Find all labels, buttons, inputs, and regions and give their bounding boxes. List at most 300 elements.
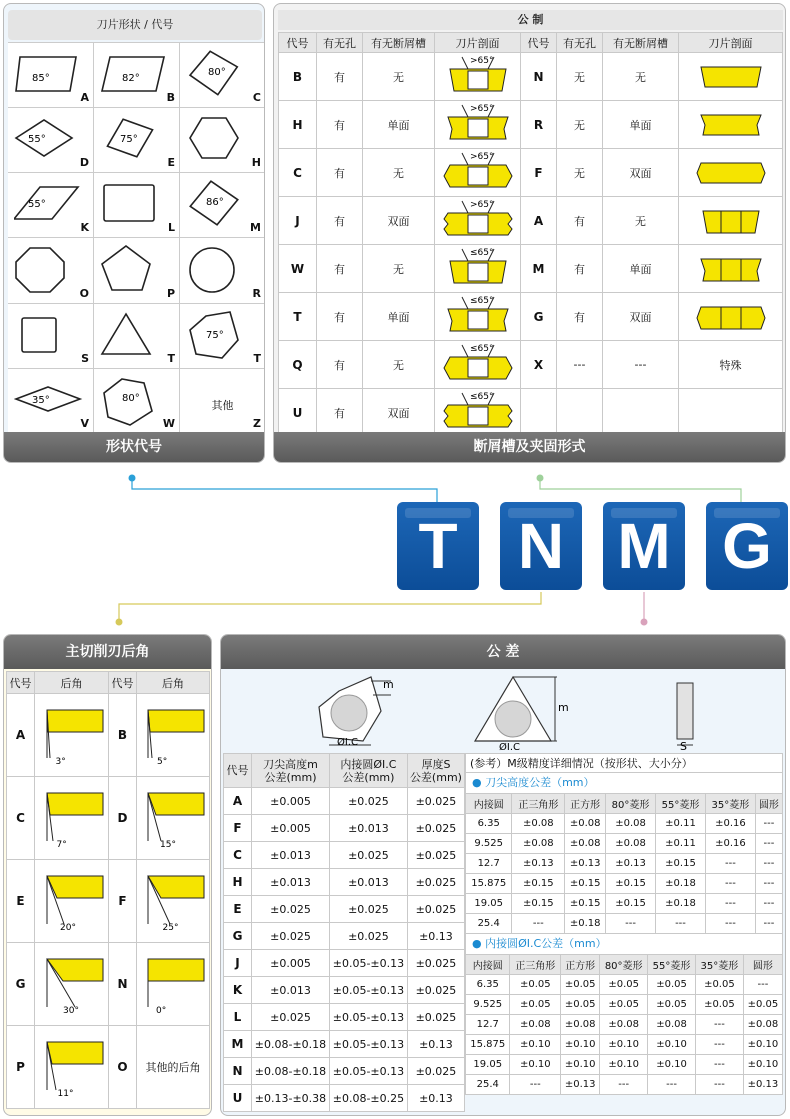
chip-hole: 有 bbox=[317, 101, 363, 149]
clearance-table-wrap bbox=[6, 671, 210, 1109]
triangle-ic-diagram bbox=[475, 677, 569, 751]
clearance-figure bbox=[35, 777, 109, 860]
tolerance-value: ±0.08-±0.18 bbox=[252, 1031, 330, 1058]
m-value: ±0.13 bbox=[606, 854, 656, 874]
shape-code: C bbox=[252, 91, 261, 105]
tolerance-header: 厚度S 公差(mm) bbox=[407, 754, 464, 788]
tolerance-value: ±0.005 bbox=[252, 788, 330, 815]
clearance-header: 后角 bbox=[35, 672, 109, 694]
tolerance-header: 内接圆ØI.C 公差(mm) bbox=[329, 754, 407, 788]
label-s: S bbox=[680, 740, 687, 751]
tolerance-value: ±0.013 bbox=[252, 869, 330, 896]
m-value: ±0.15 bbox=[512, 874, 565, 894]
clearance-table bbox=[6, 671, 210, 1109]
m-header: 80°菱形 bbox=[606, 794, 656, 814]
clearance-angle-icon bbox=[140, 945, 206, 1021]
m-value: --- bbox=[695, 1075, 743, 1095]
m-value: ±0.13 bbox=[565, 854, 606, 874]
tolerance-row bbox=[224, 950, 465, 977]
chip-header: 代号 bbox=[279, 33, 317, 53]
m-header: 55°菱形 bbox=[648, 955, 696, 975]
clearance-code: N bbox=[109, 943, 137, 1026]
tolerance-row bbox=[224, 896, 465, 923]
chip-groove: 单面 bbox=[603, 245, 679, 293]
tolerance-row bbox=[224, 1031, 465, 1058]
ic-tolerance-table bbox=[465, 954, 783, 1095]
clearance-figure bbox=[137, 777, 210, 860]
chip-hole: 有 bbox=[317, 245, 363, 293]
clearance-code: O bbox=[109, 1026, 137, 1109]
chip-code: B bbox=[279, 53, 317, 101]
tolerance-value: ±0.025 bbox=[329, 788, 407, 815]
m-value: ±0.08 bbox=[512, 814, 565, 834]
m-value: ±0.05 bbox=[648, 995, 696, 1015]
shape-code: L bbox=[167, 221, 175, 235]
clearance-angle-label: 5° bbox=[157, 756, 168, 767]
clearance-figure bbox=[35, 1026, 109, 1109]
tolerance-value: ±0.05-±0.13 bbox=[329, 1031, 407, 1058]
m-value: 25.4 bbox=[466, 914, 512, 934]
chip-code: G bbox=[521, 293, 557, 341]
chip-groove: 无 bbox=[603, 197, 679, 245]
section-angle: ≤65° bbox=[469, 344, 493, 354]
m-value: --- bbox=[743, 975, 782, 995]
m-value: ±0.11 bbox=[656, 814, 706, 834]
m-value: 12.7 bbox=[466, 854, 512, 874]
m-value: ±0.05 bbox=[561, 975, 600, 995]
clearance-figure bbox=[137, 694, 210, 777]
m-value: ±0.15 bbox=[606, 894, 656, 914]
tolerance-code: U bbox=[224, 1085, 252, 1112]
chip-hole: 有 bbox=[317, 197, 363, 245]
clearance-row bbox=[7, 694, 210, 777]
label-m-2: m bbox=[558, 701, 569, 714]
m-value: ±0.10 bbox=[561, 1055, 600, 1075]
clearance-angle-label: 0° bbox=[156, 1005, 167, 1016]
m-header: 内接圆 bbox=[466, 794, 512, 814]
m-value: --- bbox=[512, 914, 565, 934]
chip-code: C bbox=[279, 149, 317, 197]
m-row bbox=[466, 1075, 783, 1095]
chip-groove: --- bbox=[603, 341, 679, 389]
m-value: 19.05 bbox=[466, 894, 512, 914]
m-value: ±0.08 bbox=[606, 834, 656, 854]
chip-hole: 有 bbox=[557, 197, 603, 245]
tolerance-header: 刀尖高度m 公差(mm) bbox=[252, 754, 330, 788]
section-angle: ≤65° bbox=[469, 248, 493, 258]
m-value: ±0.13 bbox=[512, 854, 565, 874]
tolerance-value: ±0.025 bbox=[407, 869, 464, 896]
shape-panel-footer: 形状代号 bbox=[4, 432, 264, 462]
clearance-angle-icon bbox=[39, 779, 105, 855]
m-row bbox=[466, 995, 783, 1015]
tolerance-code: C bbox=[224, 842, 252, 869]
tolerance-value: ±0.13-±0.38 bbox=[252, 1085, 330, 1112]
section-angle: >65° bbox=[469, 152, 493, 162]
tolerance-row bbox=[224, 815, 465, 842]
m-value: ±0.15 bbox=[565, 894, 606, 914]
m-value: --- bbox=[755, 814, 782, 834]
chip-hole: 有 bbox=[317, 341, 363, 389]
clearance-figure bbox=[137, 943, 210, 1026]
m-value: ±0.15 bbox=[512, 894, 565, 914]
connector-dot-tolerance bbox=[641, 619, 648, 626]
m-class-section-tip: ● 刀尖高度公差（mm） bbox=[465, 773, 783, 793]
chip-code: W bbox=[279, 245, 317, 293]
clearance-header: 代号 bbox=[109, 672, 137, 694]
m-value: ±0.13 bbox=[561, 1075, 600, 1095]
m-value: ±0.10 bbox=[743, 1055, 782, 1075]
clearance-code: G bbox=[7, 943, 35, 1026]
shape-angle: 80° bbox=[208, 67, 226, 78]
m-value: 9.525 bbox=[466, 834, 512, 854]
chip-header: 有无孔 bbox=[317, 33, 363, 53]
m-header: 圆形 bbox=[755, 794, 782, 814]
clearance-angle-icon bbox=[140, 779, 206, 855]
m-value: --- bbox=[755, 834, 782, 854]
chip-groove: 单面 bbox=[603, 101, 679, 149]
m-value: ±0.08 bbox=[510, 1015, 561, 1035]
m-header: 正三角形 bbox=[512, 794, 565, 814]
shape-angle: 86° bbox=[206, 197, 224, 209]
m-value: ±0.05 bbox=[648, 975, 696, 995]
tolerance-value: ±0.013 bbox=[329, 869, 407, 896]
clearance-angle-label: 11° bbox=[57, 1088, 73, 1099]
m-row bbox=[466, 814, 783, 834]
tolerance-table bbox=[223, 753, 465, 1112]
m-value: --- bbox=[606, 914, 656, 934]
tolerance-header-row bbox=[224, 754, 465, 788]
clearance-other-label: 其他的后角 bbox=[145, 1061, 201, 1074]
tolerance-value: ±0.05-±0.13 bbox=[329, 950, 407, 977]
chip-hole: 无 bbox=[557, 149, 603, 197]
clearance-angle-label: 15° bbox=[160, 839, 176, 850]
m-value: 6.35 bbox=[466, 975, 510, 995]
tolerance-value: ±0.08-±0.25 bbox=[329, 1085, 407, 1112]
tolerance-code: A bbox=[224, 788, 252, 815]
label-ic-2: ØI.C bbox=[499, 742, 520, 751]
tolerance-row bbox=[224, 1085, 465, 1112]
shape-angle: 55° bbox=[28, 199, 46, 211]
tolerance-diagrams bbox=[221, 671, 786, 751]
clearance-angle-icon bbox=[39, 1028, 105, 1104]
shape-code: H bbox=[251, 156, 261, 170]
m-header: 80°菱形 bbox=[600, 955, 648, 975]
m-value: 15.875 bbox=[466, 1035, 510, 1055]
tolerance-panel bbox=[220, 634, 786, 1116]
m-value: --- bbox=[656, 914, 706, 934]
tolerance-code: J bbox=[224, 950, 252, 977]
tolerance-value: ±0.025 bbox=[407, 842, 464, 869]
m-value: ±0.15 bbox=[565, 874, 606, 894]
chip-hole: 有 bbox=[317, 389, 363, 437]
clearance-figure bbox=[137, 1026, 210, 1109]
chip-code: A bbox=[521, 197, 557, 245]
chip-section-text: 特殊 bbox=[719, 358, 742, 372]
clearance-code: D bbox=[109, 777, 137, 860]
m-value: ±0.05 bbox=[743, 995, 782, 1015]
m-value: ±0.08 bbox=[743, 1015, 782, 1035]
chip-hole: 有 bbox=[557, 245, 603, 293]
tolerance-value: ±0.05-±0.13 bbox=[329, 977, 407, 1004]
m-value: 12.7 bbox=[466, 1015, 510, 1035]
m-value: --- bbox=[695, 1055, 743, 1075]
shape-panel-title: 刀片形状 / 代号 bbox=[8, 10, 262, 40]
tolerance-code: M bbox=[224, 1031, 252, 1058]
chip-groove: 无 bbox=[363, 53, 435, 101]
chip-groove: 无 bbox=[363, 341, 435, 389]
clearance-header-row bbox=[7, 672, 210, 694]
code-letter-tolerance: M bbox=[603, 502, 685, 590]
m-header-row bbox=[466, 794, 783, 814]
shape-code: P bbox=[166, 286, 175, 300]
clearance-angle-label: 7° bbox=[56, 839, 67, 850]
m-value: --- bbox=[705, 914, 755, 934]
label-m-1: m bbox=[383, 678, 394, 691]
chip-hole: 有 bbox=[317, 53, 363, 101]
m-header: 内接圆 bbox=[466, 955, 510, 975]
chip-code: H bbox=[279, 101, 317, 149]
clearance-header: 代号 bbox=[7, 672, 35, 694]
chip-header: 有无断屑槽 bbox=[363, 33, 435, 53]
thickness-diagram bbox=[677, 683, 693, 751]
tolerance-code: N bbox=[224, 1058, 252, 1085]
m-value: --- bbox=[600, 1075, 648, 1095]
tolerance-code: G bbox=[224, 923, 252, 950]
chip-hole: 无 bbox=[557, 101, 603, 149]
m-header: 正三角形 bbox=[510, 955, 561, 975]
m-value: 9.525 bbox=[466, 995, 510, 1015]
tolerance-value: ±0.13 bbox=[407, 923, 464, 950]
clearance-angle-icon bbox=[39, 696, 105, 772]
m-value: --- bbox=[755, 854, 782, 874]
shape-angle: 82° bbox=[122, 73, 140, 84]
chip-code: T bbox=[279, 293, 317, 341]
tolerance-value: ±0.05-±0.13 bbox=[329, 1004, 407, 1031]
clearance-code: A bbox=[7, 694, 35, 777]
m-value: ±0.10 bbox=[510, 1055, 561, 1075]
m-value: ±0.10 bbox=[600, 1055, 648, 1075]
chip-groove: 无 bbox=[603, 53, 679, 101]
clearance-code: F bbox=[109, 860, 137, 943]
m-header: 35°菱形 bbox=[695, 955, 743, 975]
m-value: ±0.15 bbox=[656, 854, 706, 874]
section-angle: ≤65° bbox=[469, 392, 493, 402]
chip-header: 刀片剖面 bbox=[679, 33, 783, 53]
chip-groove: 双面 bbox=[603, 149, 679, 197]
tolerance-value: ±0.025 bbox=[407, 896, 464, 923]
m-value: --- bbox=[648, 1075, 696, 1095]
chip-panel-title: 公 制 bbox=[278, 10, 783, 30]
m-row bbox=[466, 1035, 783, 1055]
chip-header: 有无断屑槽 bbox=[603, 33, 679, 53]
m-class-title: (参考）M级精度详细情况（按形状、大小分） bbox=[465, 753, 783, 773]
chip-code: X bbox=[521, 341, 557, 389]
chip-groove: 单面 bbox=[363, 101, 435, 149]
section-angle: >65° bbox=[469, 104, 493, 114]
chip-groove: 单面 bbox=[363, 293, 435, 341]
m-value: ±0.13 bbox=[743, 1075, 782, 1095]
clearance-code: C bbox=[7, 777, 35, 860]
trigon-ic-diagram bbox=[319, 677, 394, 748]
shape-angle: 75° bbox=[206, 329, 224, 341]
m-value: ±0.05 bbox=[695, 975, 743, 995]
m-value: ±0.18 bbox=[656, 874, 706, 894]
tolerance-value: ±0.013 bbox=[329, 815, 407, 842]
m-value: 19.05 bbox=[466, 1055, 510, 1075]
chip-code: F bbox=[521, 149, 557, 197]
m-value: ±0.10 bbox=[648, 1035, 696, 1055]
shape-other-label: 其他 bbox=[211, 398, 234, 412]
m-row bbox=[466, 1055, 783, 1075]
m-value: ±0.05 bbox=[600, 995, 648, 1015]
section-angle: ≤65° bbox=[469, 296, 493, 306]
tolerance-panel-title: 公 差 bbox=[221, 635, 785, 669]
m-value: ±0.08 bbox=[648, 1015, 696, 1035]
shape-code: T bbox=[253, 351, 261, 365]
section-angle: >65° bbox=[469, 56, 493, 66]
tolerance-value: ±0.13 bbox=[407, 1031, 464, 1058]
m-value: ±0.05 bbox=[695, 995, 743, 1015]
chip-hole: 有 bbox=[557, 293, 603, 341]
m-value: ±0.10 bbox=[743, 1035, 782, 1055]
m-value: ±0.08 bbox=[565, 814, 606, 834]
m-value: ±0.15 bbox=[606, 874, 656, 894]
tolerance-row bbox=[224, 923, 465, 950]
m-value: ±0.05 bbox=[510, 975, 561, 995]
label-ic-1: ØI.C bbox=[337, 737, 358, 748]
tolerance-value: ±0.025 bbox=[329, 923, 407, 950]
chip-panel-footer: 断屑槽及夹固形式 bbox=[274, 432, 785, 462]
clearance-angle-label: 3° bbox=[55, 756, 66, 767]
clearance-row bbox=[7, 777, 210, 860]
m-value: --- bbox=[705, 894, 755, 914]
tolerance-value: ±0.025 bbox=[329, 896, 407, 923]
m-value: ±0.10 bbox=[648, 1055, 696, 1075]
m-header: 正方形 bbox=[565, 794, 606, 814]
m-value: ±0.08 bbox=[561, 1015, 600, 1035]
chip-header: 刀片剖面 bbox=[435, 33, 521, 53]
m-value: --- bbox=[695, 1035, 743, 1055]
clearance-angle-icon bbox=[39, 862, 105, 938]
chip-groove: 双面 bbox=[363, 197, 435, 245]
tolerance-row bbox=[224, 977, 465, 1004]
tolerance-code: F bbox=[224, 815, 252, 842]
chip-hole: 有 bbox=[317, 149, 363, 197]
clearance-angle-icon bbox=[39, 945, 105, 1021]
m-row bbox=[466, 874, 783, 894]
code-letter-shape: T bbox=[397, 502, 479, 590]
tolerance-value: ±0.025 bbox=[252, 1004, 330, 1031]
tolerance-value: ±0.025 bbox=[407, 977, 464, 1004]
section-angle: >65° bbox=[469, 200, 493, 210]
m-value: --- bbox=[695, 1015, 743, 1035]
m-value: --- bbox=[705, 854, 755, 874]
clearance-figure bbox=[137, 860, 210, 943]
shape-code: A bbox=[80, 91, 89, 105]
shape-code: B bbox=[166, 91, 175, 105]
chip-groove: 双面 bbox=[363, 389, 435, 437]
m-value: 6.35 bbox=[466, 814, 512, 834]
chip-header: 代号 bbox=[521, 33, 557, 53]
shape-code: W bbox=[162, 416, 175, 430]
clearance-figure bbox=[35, 943, 109, 1026]
clearance-code: P bbox=[7, 1026, 35, 1109]
chip-code: U bbox=[279, 389, 317, 437]
tolerance-value: ±0.025 bbox=[407, 815, 464, 842]
m-row bbox=[466, 894, 783, 914]
tolerance-code: E bbox=[224, 896, 252, 923]
m-header-row bbox=[466, 955, 783, 975]
clearance-header: 后角 bbox=[137, 672, 210, 694]
m-row bbox=[466, 1015, 783, 1035]
m-value: --- bbox=[705, 874, 755, 894]
m-header: 正方形 bbox=[561, 955, 600, 975]
tolerance-row bbox=[224, 869, 465, 896]
chip-code: J bbox=[279, 197, 317, 245]
m-class-wrap bbox=[465, 753, 783, 1095]
tolerance-row bbox=[224, 1004, 465, 1031]
tolerance-header: 代号 bbox=[224, 754, 252, 788]
chip-groove: 无 bbox=[363, 149, 435, 197]
m-header: 55°菱形 bbox=[656, 794, 706, 814]
chip-header: 有无孔 bbox=[557, 33, 603, 53]
chip-code: M bbox=[521, 245, 557, 293]
tolerance-code: K bbox=[224, 977, 252, 1004]
m-value: ±0.18 bbox=[656, 894, 706, 914]
m-value: --- bbox=[510, 1075, 561, 1095]
tolerance-table-wrap bbox=[223, 753, 465, 1112]
m-header: 圆形 bbox=[743, 955, 782, 975]
clearance-angle-icon bbox=[140, 862, 206, 938]
m-value: ±0.16 bbox=[705, 834, 755, 854]
code-letter-clearance: N bbox=[500, 502, 582, 590]
clearance-angle-label: 25° bbox=[162, 922, 179, 933]
tolerance-value: ±0.05-±0.13 bbox=[329, 1058, 407, 1085]
shape-code: E bbox=[167, 156, 175, 170]
clearance-row bbox=[7, 860, 210, 943]
clearance-code: B bbox=[109, 694, 137, 777]
clearance-figure bbox=[35, 860, 109, 943]
tolerance-value: ±0.025 bbox=[252, 923, 330, 950]
m-value: --- bbox=[755, 914, 782, 934]
tolerance-code: L bbox=[224, 1004, 252, 1031]
chip-groove: 双面 bbox=[603, 293, 679, 341]
tip-height-table bbox=[465, 793, 783, 934]
tolerance-value: ±0.025 bbox=[407, 1004, 464, 1031]
code-letter-chip: G bbox=[706, 502, 788, 590]
m-value: --- bbox=[755, 874, 782, 894]
tolerance-value: ±0.08-±0.18 bbox=[252, 1058, 330, 1085]
shape-code: Z bbox=[253, 416, 261, 430]
m-value: ±0.08 bbox=[606, 814, 656, 834]
connector-dot-shape bbox=[129, 475, 136, 482]
clearance-angle-label: 30° bbox=[62, 1005, 79, 1016]
m-value: ±0.16 bbox=[705, 814, 755, 834]
tolerance-row bbox=[224, 788, 465, 815]
tolerance-value: ±0.13 bbox=[407, 1085, 464, 1112]
clearance-angle-icon bbox=[140, 696, 206, 772]
chip-hole: --- bbox=[557, 341, 603, 389]
shape-code: R bbox=[252, 286, 261, 300]
chip-hole: 有 bbox=[317, 293, 363, 341]
tolerance-code: H bbox=[224, 869, 252, 896]
tolerance-row bbox=[224, 842, 465, 869]
tolerance-value: ±0.013 bbox=[252, 842, 330, 869]
m-value: 25.4 bbox=[466, 1075, 510, 1095]
shape-angle: 35° bbox=[32, 394, 50, 406]
tolerance-value: ±0.025 bbox=[407, 788, 464, 815]
